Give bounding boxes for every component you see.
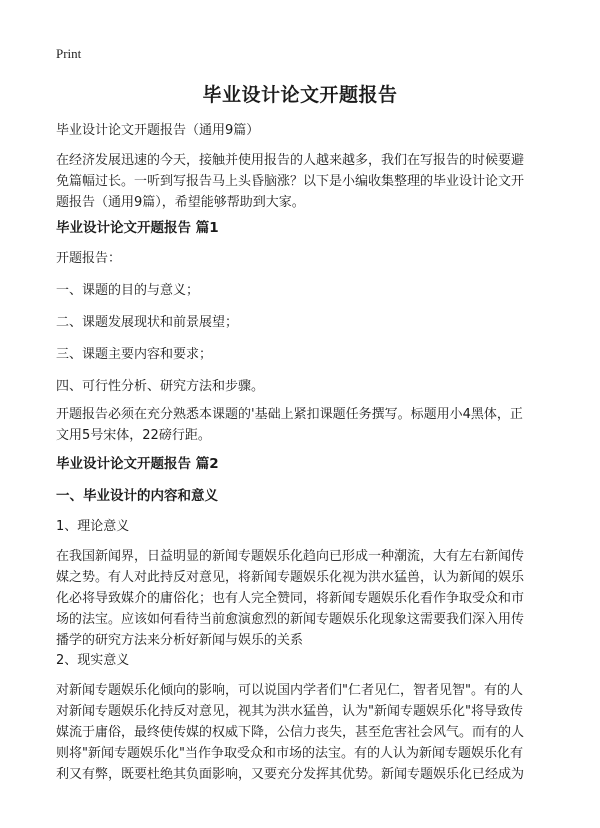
theory-line: 播学的研究方法来分析好新闻与娱乐的关系 [56, 633, 304, 648]
section1-note [56, 404, 556, 446]
theory-line: 化必将导致媒介的庸俗化；也有人完全赞同，将新闻专题娱乐化看作争取受众和市 [56, 591, 525, 606]
theory-line: 媒之势。有人对此持反对意见，将新闻专题娱乐化视为洪水猛兽，认为新闻的娱乐 [56, 570, 525, 585]
note-line: 开题报告必须在充分熟悉本课题的'基础上紧扣课题任务撰写。标题用小4黑体，正 [56, 407, 523, 422]
section2-subheading: 一、毕业设计的内容和意义 [56, 488, 218, 504]
practice-label: 2、现实意义 [56, 653, 130, 668]
section1-label: 开题报告： [56, 251, 122, 266]
intro-line: 免篇幅过长。一听到写报告马上头昏脑涨？以下是小编收集整理的毕业设计论文开 [56, 174, 525, 189]
list-item: 四、可行性分析、研究方法和步骤。 [56, 379, 265, 394]
theory-line: 场的法宝。应该如何看待当前愈演愈烈的新闻专题娱乐化现象这需要我们深入用传 [56, 612, 525, 627]
list-item: 一、课题的目的与意义； [56, 283, 200, 298]
practice-line: 对新闻专题娱乐化持反对意见，视其为洪水猛兽，认为"新闻专题娱乐化"将导致传 [56, 704, 523, 719]
subtitle: 毕业设计论文开题报告（通用9篇） [56, 123, 260, 138]
intro-paragraph [56, 150, 556, 213]
intro-line: 题报告（通用9篇），希望能够帮助到大家。 [56, 195, 305, 210]
list-item: 三、课题主要内容和要求； [56, 347, 213, 362]
intro-line: 在经济发展迅速的今天，接触并使用报告的人越来越多，我们在写报告的时候要避 [56, 153, 525, 168]
page-title: 毕业设计论文开题报告 [202, 84, 398, 106]
section1-heading: 毕业设计论文开题报告 篇1 [56, 220, 219, 236]
practice-line: 利又有弊，既要杜绝其负面影响，又要充分发挥其优势。新闻专题娱乐化已经成为 [56, 767, 525, 782]
practice-line: 则将"新闻专题娱乐化"当作争取受众和市场的法宝。有的人认为新闻专题娱乐化有 [56, 746, 523, 761]
section2-heading: 毕业设计论文开题报告 篇2 [56, 456, 219, 472]
practice-line: 媒流于庸俗，最终使传媒的权威下降，公信力丧失，甚至危害社会风气。而有的人 [56, 725, 525, 740]
practice-line: 对新闻专题娱乐化倾向的影响，可以说国内学者们"仁者见仁，智者见智"。有的人 [56, 683, 523, 698]
theory-paragraph [56, 546, 556, 651]
list-item: 二、课题发展现状和前景展望； [56, 315, 239, 330]
theory-label: 1、理论意义 [56, 519, 130, 534]
note-line: 文用5号宋体，22磅行距。 [56, 428, 211, 443]
practice-paragraph [56, 680, 556, 785]
theory-line: 在我国新闻界，日益明显的新闻专题娱乐化趋向已形成一种潮流，大有左右新闻传 [56, 549, 525, 564]
print-link[interactable]: Print [56, 46, 82, 61]
